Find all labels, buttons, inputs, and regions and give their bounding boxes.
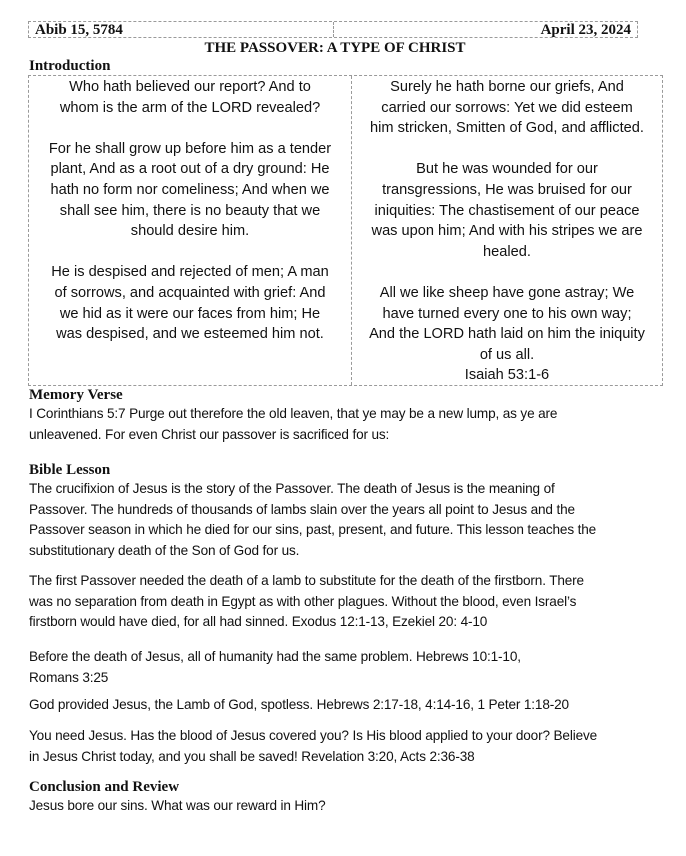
scripture-line: All we like sheep have gone astray; We <box>379 284 635 301</box>
scripture-line: Who hath believed our report? And to <box>69 79 311 95</box>
bible-lesson-heading: Bible Lesson <box>29 462 111 478</box>
text-line: firstborn would have died, for all had sinned. Exodus 12:1-13, Ezekiel 20: 4-10 <box>29 614 488 630</box>
scripture-line: And the LORD hath laid on him the iniquity <box>369 326 645 343</box>
conclusion-heading: Conclusion and Review <box>29 779 180 795</box>
scripture-line <box>29 118 351 139</box>
scripture-line: hath no form nor comeliness; And when we <box>50 181 330 198</box>
scripture-line: have turned every one to his own way; <box>382 305 632 322</box>
text-line: Passover. The hundreds of thousands of lambs slain over the years all point to Jesus and the <box>29 501 575 517</box>
bible-lesson-paragraph-4 <box>29 695 669 716</box>
introduction-heading: Introduction <box>29 58 111 74</box>
scripture-line: plant, And as a root out of a dry ground: He <box>50 161 330 178</box>
bible-lesson-paragraph-3 <box>29 647 669 688</box>
hebrew-date: Abib 15, 5784 <box>29 22 334 37</box>
scripture-line: whom is the arm of the LORD revealed? <box>59 99 321 116</box>
bible-lesson-paragraph-2 <box>29 571 669 633</box>
bible-lesson-paragraph-1 <box>29 479 669 562</box>
memory-verse-text <box>29 404 669 445</box>
text-line: was no separation from death in Egypt as with other plagues. Without the blood, even Israel’s <box>29 593 577 609</box>
text-line: unleavened. For even Christ our passover is sacrificed for us: <box>29 426 390 442</box>
memory-verse-heading: Memory Verse <box>29 387 123 403</box>
scripture-line: was upon him; And with his stripes we are <box>371 223 643 240</box>
scripture-line: we hid as it were our faces from him; He <box>59 305 321 322</box>
text-line: The first Passover needed the death of a lamb to substitute for the death of the firstborn. There <box>29 573 584 588</box>
introduction-scripture-table <box>28 75 663 386</box>
introduction-right-column <box>352 76 662 385</box>
scripture-line: He is despised and rejected of men; A man <box>51 264 329 281</box>
page-title: THE PASSOVER: A TYPE OF CHRIST <box>204 40 466 56</box>
text-line: Romans 3:25 <box>29 669 109 685</box>
text-line: God provided Jesus, the Lamb of God, spotless. Hebrews 2:17-18, 4:14-16, 1 Peter 1:18-20 <box>29 697 569 712</box>
text-line: substitutionary death of the Son of God for us. <box>29 543 300 559</box>
scripture-line: of us all. <box>479 346 535 363</box>
scripture-line: shall see him, there is no beauty that we <box>59 202 321 219</box>
scripture-line: carried our sorrows: Yet we did esteem <box>381 99 633 116</box>
scripture-reference: Isaiah 53:1-6 <box>464 367 550 384</box>
gregorian-date: April 23, 2024 <box>540 22 631 38</box>
scripture-line: healed. <box>483 243 531 260</box>
bible-lesson-paragraph-5 <box>29 726 669 767</box>
scripture-line: was despised, and we esteemed him not. <box>56 326 324 343</box>
scripture-line: For he shall grow up before him as a tender <box>48 140 332 157</box>
scripture-line: But he was wounded for our <box>416 161 598 178</box>
text-line: Passover season in which he died for our sins, past, present, and future. This lesson teaches the <box>29 522 597 538</box>
scripture-line: should desire him. <box>130 223 250 240</box>
scripture-line <box>352 139 662 160</box>
text-line: You need Jesus. Has the blood of Jesus covered you? Is His blood applied to your door? Believe <box>29 728 598 743</box>
scripture-line: him stricken, Smitten of God, and afflicted. <box>370 120 644 137</box>
scripture-line: of sorrows, and acquainted with grief: And <box>54 284 326 301</box>
text-line: in Jesus Christ today, and you shall be saved! Revelation 3:20, Acts 2:36-38 <box>29 748 475 764</box>
introduction-left-column <box>29 76 352 385</box>
scripture-line: transgressions, He was bruised for our <box>382 181 632 198</box>
scripture-line: iniquities: The chastisement of our peace <box>374 202 640 219</box>
scripture-line: Surely he hath borne our griefs, And <box>390 79 624 95</box>
text-line: Before the death of Jesus, all of humanity had the same problem. Hebrews 10:1-10, <box>29 649 521 664</box>
date-header-table <box>28 21 638 38</box>
conclusion-text <box>29 796 669 817</box>
text-line: The crucifixion of Jesus is the story of the Passover. The death of Jesus is the meaning of <box>29 481 555 496</box>
text-line: I Corinthians 5:7 Purge out therefore the old leaven, that ye may be a new lump, as ye are <box>29 406 558 421</box>
text-line: Jesus bore our sins. What was our reward in Him? <box>29 798 326 813</box>
scripture-line <box>352 262 662 283</box>
scripture-line <box>29 242 351 263</box>
